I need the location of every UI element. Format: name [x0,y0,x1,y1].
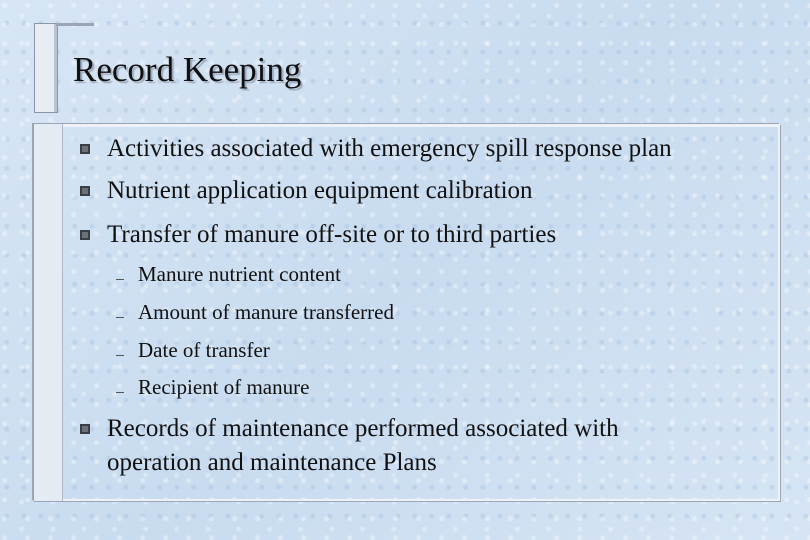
sub-bullet-text-recipient: Recipient of manure [138,375,310,399]
square-bullet-icon [80,144,90,154]
sub-bullet-text-amount: Amount of manure transferred [138,300,394,324]
dash-bullet-icon [116,392,124,393]
slide-title: Record Keeping [73,50,302,89]
title-bracket-bar [34,23,58,113]
square-bullet-icon [80,230,90,240]
sub-bullet-text-nutrient-content: Manure nutrient content [138,262,341,286]
content-frame-side-bar [33,124,63,501]
square-bullet-icon [80,424,90,434]
square-bullet-icon [80,186,90,196]
bullet-text-transfer: Transfer of manure off-site or to third parties [107,221,557,248]
dash-bullet-icon [116,317,124,318]
dash-bullet-icon [116,355,124,356]
dash-bullet-icon [116,279,124,280]
bullet-text-maintenance-line2: operation and maintenance Plans [107,449,437,476]
bullet-text-calibration: Nutrient application equipment calibration [107,177,533,204]
sub-bullet-text-date: Date of transfer [138,338,270,362]
title-bracket-top-line [56,23,94,26]
bullet-text-activities: Activities associated with emergency spill response plan [107,135,672,162]
bullet-text-maintenance-line1: Records of maintenance performed associated with [107,415,619,442]
